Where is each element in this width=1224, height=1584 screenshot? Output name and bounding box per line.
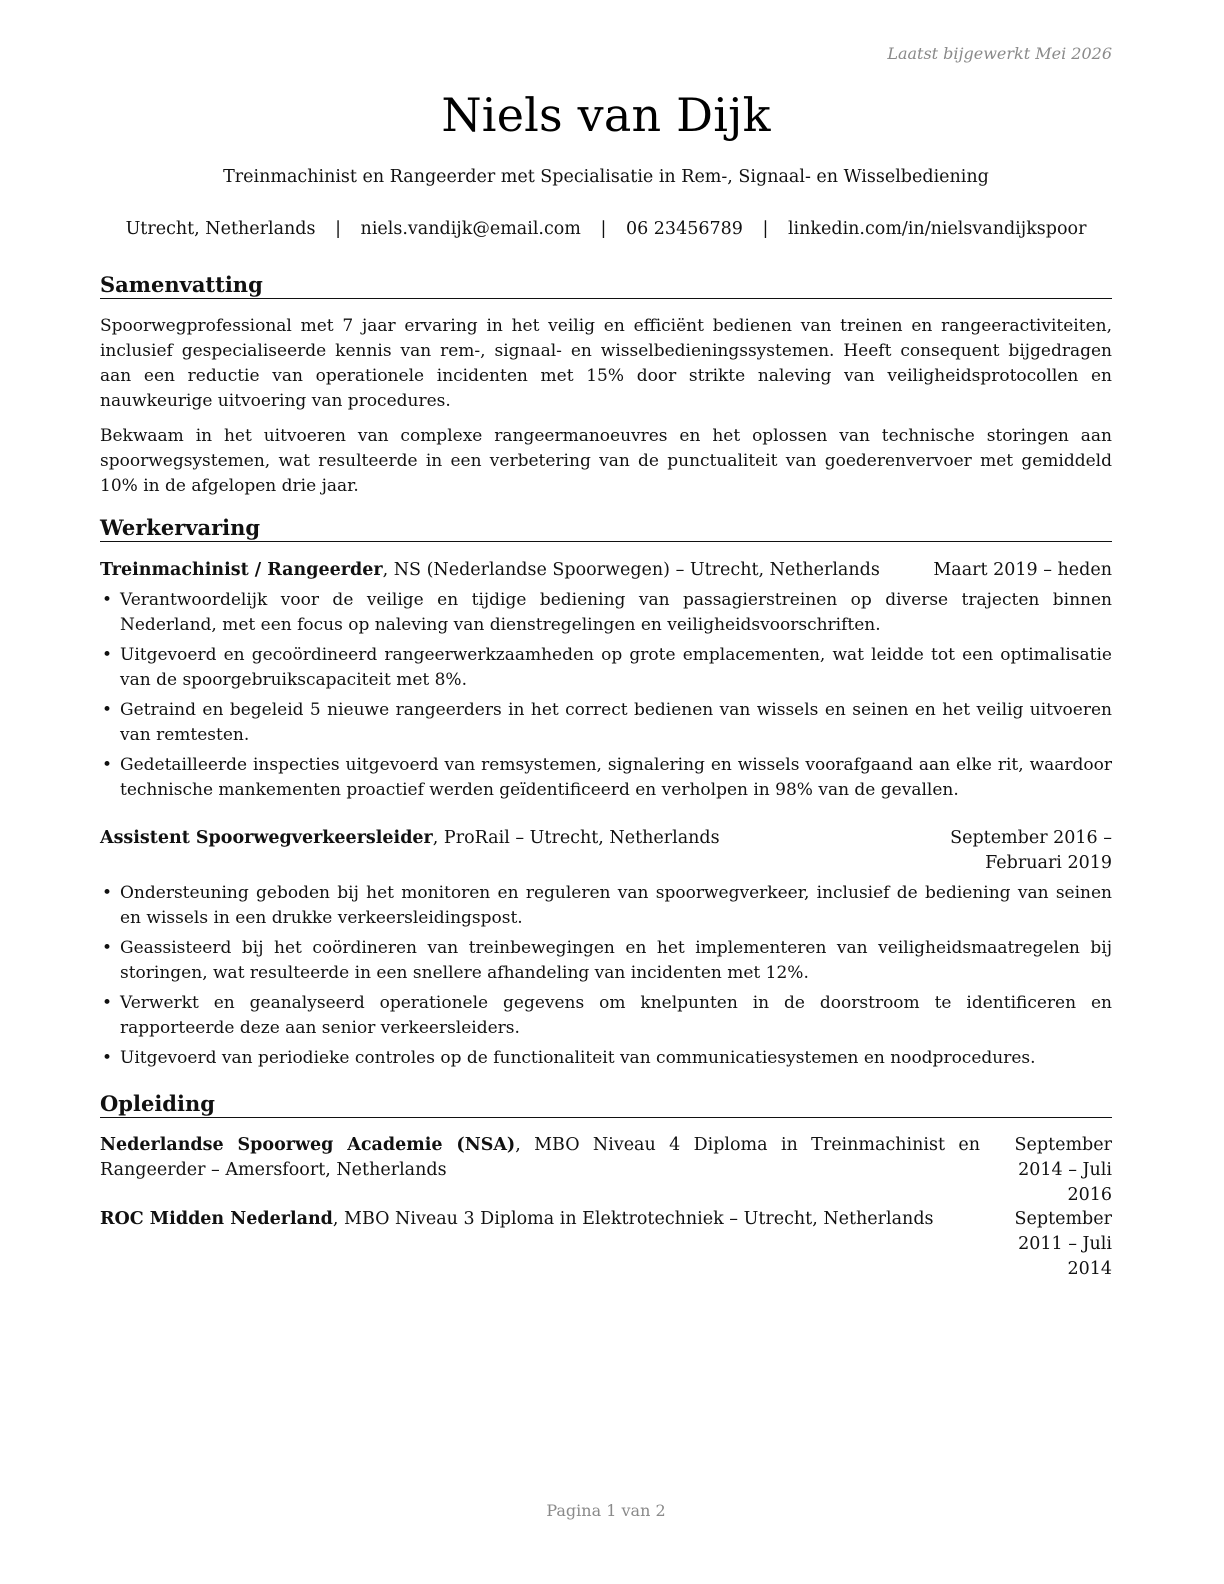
education-title-line: [100, 1207, 980, 1282]
contact-linkedin[interactable]: linkedin.com/in/nielsvandijkspoor: [787, 219, 1087, 239]
education-detail: , MBO Niveau 3 Diploma in Elektrotechniek – Utrecht, Netherlands: [332, 1209, 934, 1229]
education-school: ROC Midden Nederland: [100, 1209, 333, 1229]
tagline: Treinmachinist en Rangeerder met Specialisatie in Rem-, Signaal- en Wisselbediening: [223, 167, 989, 187]
contact-email[interactable]: niels.vandijk@email.com: [360, 219, 581, 239]
education-dates: September 2011 – Juli 2014: [1014, 1209, 1112, 1279]
job-organization: , ProRail – Utrecht, Netherlands: [432, 828, 720, 848]
education-title-line: [100, 1133, 980, 1208]
job-role: Treinmachinist / Rangeerder: [100, 560, 383, 580]
section-title-summary: Samenvatting: [100, 272, 1112, 299]
education-detail: , MBO Niveau 4 Diploma in Treinmachinist en Rangeerder – Amersfoort, Netherlands: [100, 1135, 980, 1180]
contact-separator: |: [335, 219, 341, 239]
job-title-line: [100, 826, 720, 876]
job-header: [100, 558, 1112, 583]
education-dates: September 2014 – Juli 2016: [1014, 1135, 1112, 1205]
job-bullets: [100, 881, 1112, 1076]
list-item: • Getraind en begeleid 5 nieuwe rangeerders in het correct bedienen van wissels en seinen en het veilig uitvoeren van remtesten.: [100, 698, 1112, 748]
contact-separator: |: [600, 219, 607, 239]
contact-location: Utrecht, Netherlands: [125, 219, 316, 239]
job-dates: September 2016 – Februari 2019: [950, 828, 1112, 873]
list-item: • Gedetailleerde inspecties uitgevoerd van remsystemen, signalering en wissels voorafgaand aan elke rit, waardoor technische mankementen proactief werden geïdentificeerd en verholpen in 98% van de gevallen.: [100, 753, 1112, 803]
contact-phone[interactable]: 06 23456789: [625, 219, 743, 239]
section-title-education: Opleiding: [100, 1091, 1112, 1118]
education-entry: [100, 1133, 1112, 1208]
list-item: • Ondersteuning geboden bij het monitoren en reguleren van spoorwegverkeer, inclusief de bediening van seinen en wissels in een drukke verkeersleidingspost.: [100, 881, 1112, 931]
contact-separator: |: [762, 219, 769, 239]
list-item: • Uitgevoerd en gecoördineerd rangeerwerkzaamheden op grote emplacementen, wat leidde tot een optimalisatie van de spoorgebruikscapaciteit met 8%.: [100, 643, 1112, 693]
job-title-line: [100, 558, 880, 583]
job-dates: Maart 2019 – heden: [933, 560, 1112, 580]
list-item: • Verantwoordelijk voor de veilige en tijdige bediening van passagierstreinen op diverse trajecten binnen Nederland, met een focus op naleving van dienstregelingen en veiligheidsvoorschriften.: [100, 588, 1112, 638]
job-role: Assistent Spoorwegverkeersleider: [100, 828, 433, 848]
job-organization: , NS (Nederlandse Spoorwegen) – Utrecht, Netherlands: [382, 560, 880, 580]
job-header: [100, 826, 1112, 876]
contact-line: [100, 219, 1112, 239]
resume-page: [100, 0, 1112, 1584]
section-title-experience: Werkervaring: [100, 515, 1112, 542]
summary-paragraph: Bekwaam in het uitvoeren van complexe rangeermanoeuvres en het oplossen van technische storingen aan spoorwegsystemen, wat resulteerde in een verbetering van de punctualiteit van goederenvervoer met gemiddeld 10% in de afgelopen drie jaar.: [100, 426, 1112, 496]
education-school: Nederlandse Spoorweg Academie (NSA): [100, 1135, 516, 1155]
page-number: Pagina 1 van 2: [546, 1501, 666, 1520]
education-entry: [100, 1207, 1112, 1282]
job-bullets: [100, 588, 1112, 808]
list-item: • Geassisteerd bij het coördineren van treinbewegingen en het implementeren van veiligheidsmaatregelen bij storingen, wat resulteerde in een snellere afhandeling van incidenten met 12%.: [100, 936, 1112, 986]
person-name: Niels van Dijk: [441, 88, 771, 142]
summary-paragraph: Spoorwegprofessional met 7 jaar ervaring in het veilig en efficiënt bedienen van treinen en rangeeractiviteiten, inclusief gespecialiseerde kennis van rem-, signaal- en wisselbedieningssystemen. Heeft consequent bijgedragen aan een reductie van operationele incidenten met 15% door strikte naleving van veiligheidsprotocollen en nauwkeurige uitvoering van procedures.: [100, 316, 1112, 411]
last-updated: Laatst bijgewerkt Mei 2026: [887, 44, 1112, 63]
list-item: • Verwerkt en geanalyseerd operationele gegevens om knelpunten in de doorstroom te identificeren en rapporteerde deze aan senior verkeersleiders.: [100, 991, 1112, 1041]
list-item: • Uitgevoerd van periodieke controles op de functionaliteit van communicatiesystemen en noodprocedures.: [100, 1046, 1112, 1071]
